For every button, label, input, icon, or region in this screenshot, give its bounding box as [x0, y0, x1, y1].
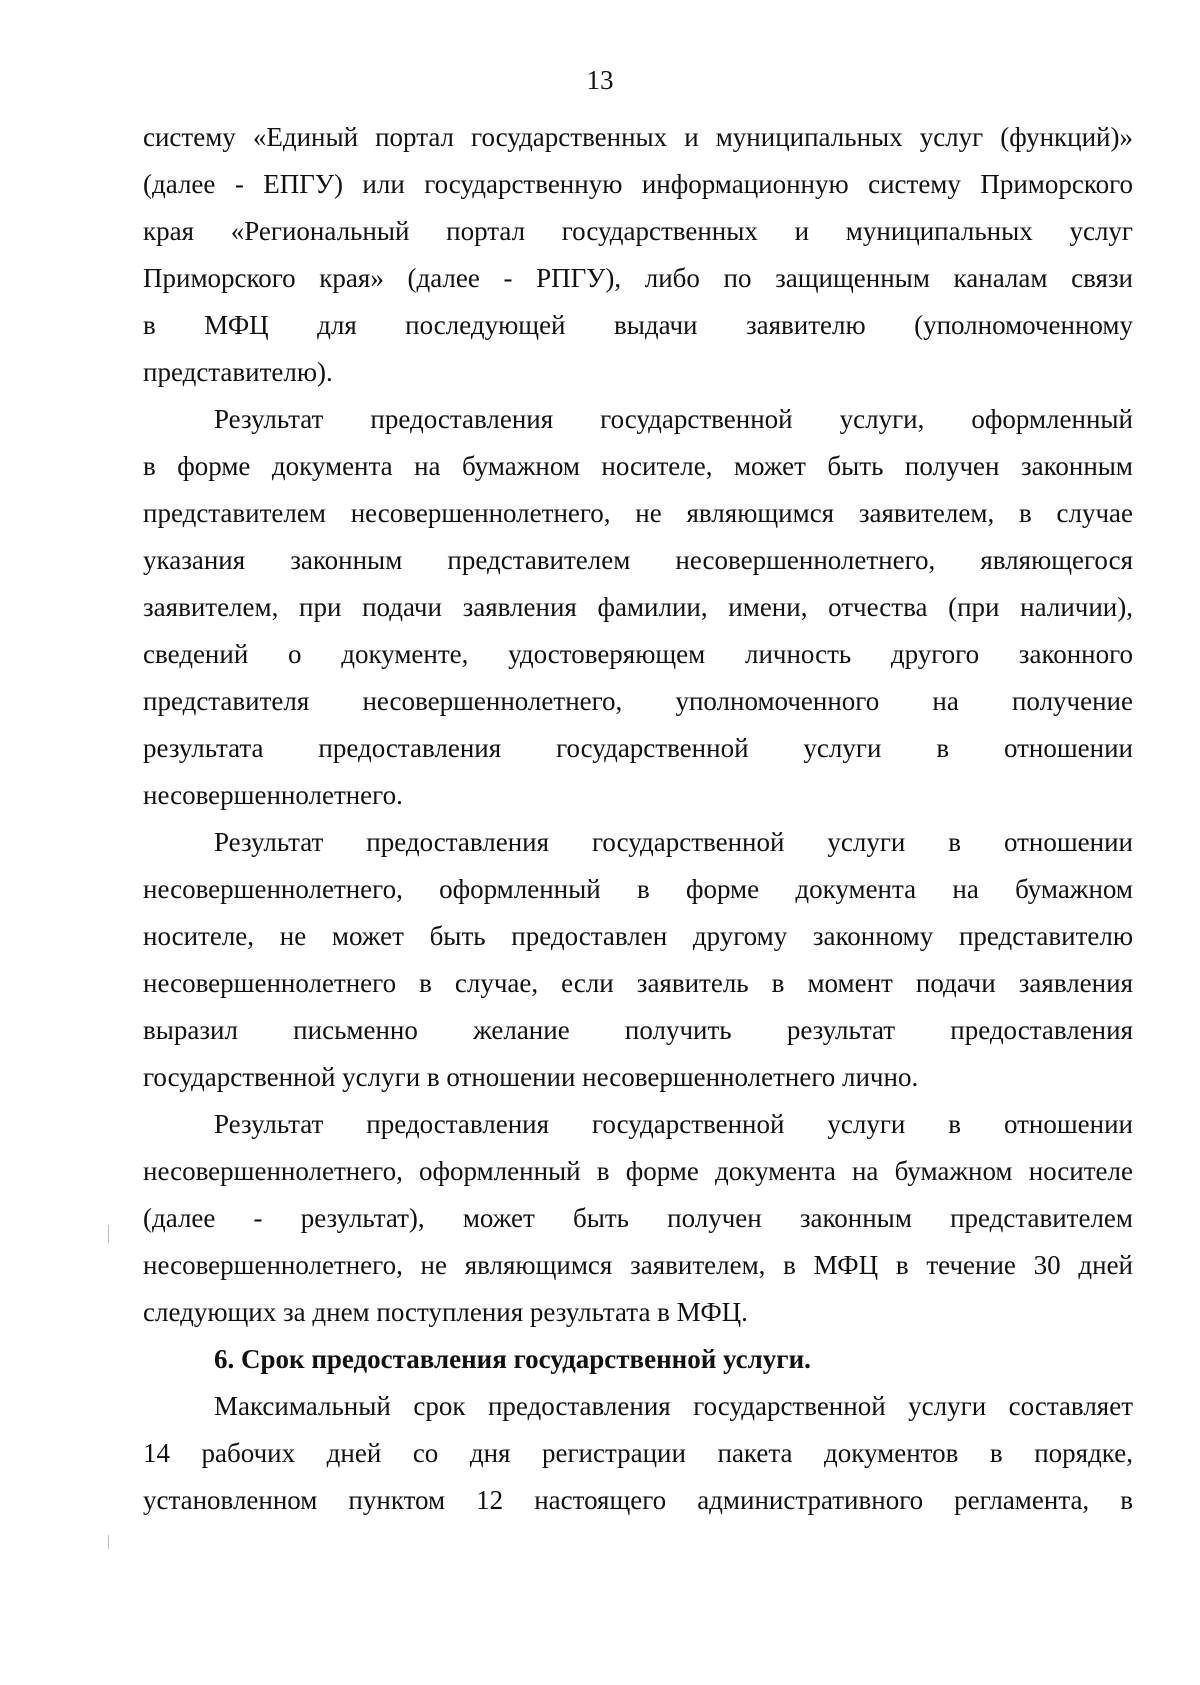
text-line: несовершеннолетнего, не являющимся заявителем, в МФЦ в течение 30 дней [143, 1250, 1133, 1280]
text-line: (далее - ЕПГУ) или государственную информационную систему Приморского [143, 169, 1133, 199]
text-line: Максимальный срок предоставления государственной услуги составляет [214, 1391, 1133, 1421]
text-line: края «Региональный портал государственных и муниципальных услуг [143, 216, 1133, 246]
text-line: следующих за днем поступления результата в МФЦ. [143, 1297, 748, 1327]
text-line: результата предоставления государственной услуги в отношении [143, 733, 1133, 763]
page-number: 13 [586, 65, 614, 95]
text-line: несовершеннолетнего, оформленный в форме документа на бумажном носителе [143, 1156, 1133, 1186]
text-line: установленном пунктом 12 настоящего административного регламента, в [143, 1485, 1133, 1515]
text-line: в форме документа на бумажном носителе, может быть получен законным [143, 451, 1133, 481]
body-text [143, 114, 1133, 1524]
text-line: (далее - результат), может быть получен законным представителем [143, 1203, 1133, 1233]
text-line: Результат предоставления государственной услуги в отношении [214, 1109, 1133, 1139]
text-line: сведений о документе, удостоверяющем личность другого законного [143, 639, 1133, 669]
text-line: 14 рабочих дней со дня регистрации пакета документов в порядке, [143, 1438, 1133, 1468]
text-line: в МФЦ для последующей выдачи заявителю (уполномоченному [143, 310, 1133, 340]
text-line: представителем несовершеннолетнего, не являющимся заявителем, в случае [143, 498, 1133, 528]
text-line: выразил письменно желание получить результат предоставления [143, 1015, 1133, 1045]
section-heading: 6. Срок предоставления государственной услуги. [214, 1344, 811, 1374]
text-line: Результат предоставления государственной услуги, оформленный [214, 404, 1133, 434]
scan-edge-mark [108, 1535, 109, 1549]
text-line: представителя несовершеннолетнего, уполномоченного на получение [143, 686, 1133, 716]
text-line: носителе, не может быть предоставлен другому законному представителю [143, 921, 1133, 951]
text-line: Приморского края» (далее - РПГУ), либо по защищенным каналам связи [143, 263, 1133, 293]
text-line: несовершеннолетнего. [143, 780, 403, 810]
text-line: несовершеннолетнего, оформленный в форме документа на бумажном [143, 874, 1133, 904]
text-line: систему «Единый портал государственных и муниципальных услуг (функций)» [143, 122, 1133, 152]
text-line: государственной услуги в отношении несовершеннолетнего лично. [143, 1062, 919, 1092]
text-line: несовершеннолетнего в случае, если заявитель в момент подачи заявления [143, 968, 1133, 998]
text-line: заявителем, при подачи заявления фамилии, имени, отчества (при наличии), [143, 592, 1133, 622]
text-line: представителю). [143, 357, 333, 387]
text-line: Результат предоставления государственной услуги в отношении [214, 827, 1133, 857]
scan-edge-mark [108, 1225, 109, 1243]
text-line: указания законным представителем несовершеннолетнего, являющегося [143, 545, 1133, 575]
